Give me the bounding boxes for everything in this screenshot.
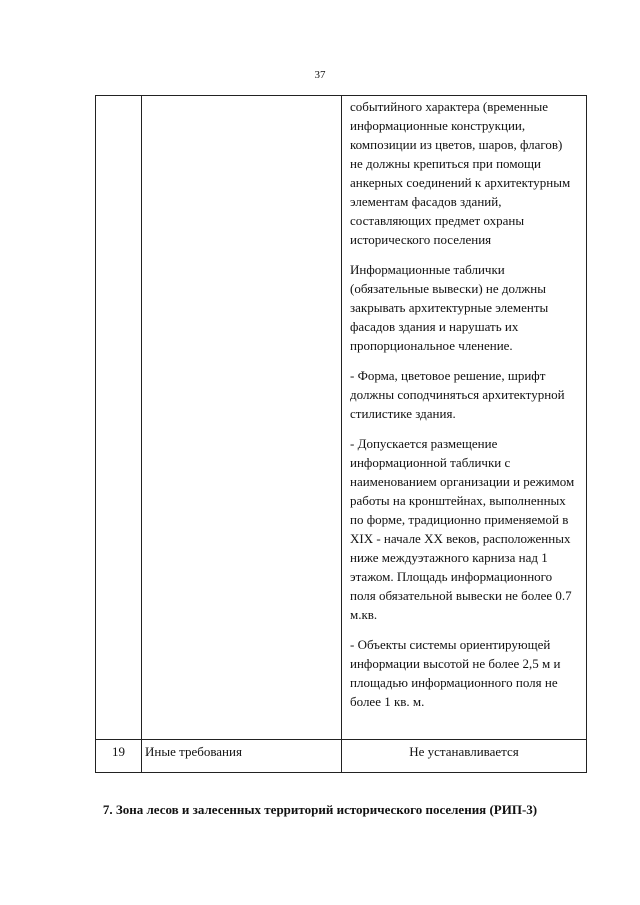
requirement-paragraph: Информационные таблички (обязательные вывески) не должны закрывать архитектурные элементы фасадов здания и нарушать их пропорциональное членение.: [350, 262, 549, 353]
requirements-cell: [342, 96, 587, 740]
requirement-paragraph: событийного характера (временные информационные конструкции, композиции из цветов, шаров, флагов) не должны крепиться при помощи анкерных соединений к архитектурным элементам фасадов зданий, составляющих предмет охраны исторического поселения: [350, 99, 571, 247]
requirement-paragraph: - Допускается размещение информационной таблички с наименованием организации и режимом работы на кронштейнах, выполненных по форме, традиционно применяемой в XIX - начале XX веков, расположенных ниже междуэтажного карниза над 1 этажом. Площадь информационного поля обязательной вывески не более 0.7 м.кв.: [350, 436, 575, 622]
table-row-continued: [96, 96, 587, 740]
number-cell-empty: [96, 96, 142, 740]
requirement-paragraph: - Форма, цветовое решение, шрифт должны соподчиняться архитектурной стилистике здания.: [350, 368, 565, 421]
row-label: Иные требования: [142, 740, 342, 773]
requirement-paragraph: - Объекты системы ориентирующей информации высотой не более 2,5 м и площадью информационного поля не более 1 кв. м.: [350, 637, 561, 709]
table-row-19: [96, 740, 587, 773]
label-cell-empty: [142, 96, 342, 740]
row-value: Не устанавливается: [342, 740, 587, 773]
requirements-table: [95, 95, 587, 773]
row-number: 19: [96, 740, 142, 773]
section-heading: 7. Зона лесов и залесенных территорий исторического поселения (РИП-3): [102, 802, 538, 817]
page-number: 37: [314, 69, 326, 81]
